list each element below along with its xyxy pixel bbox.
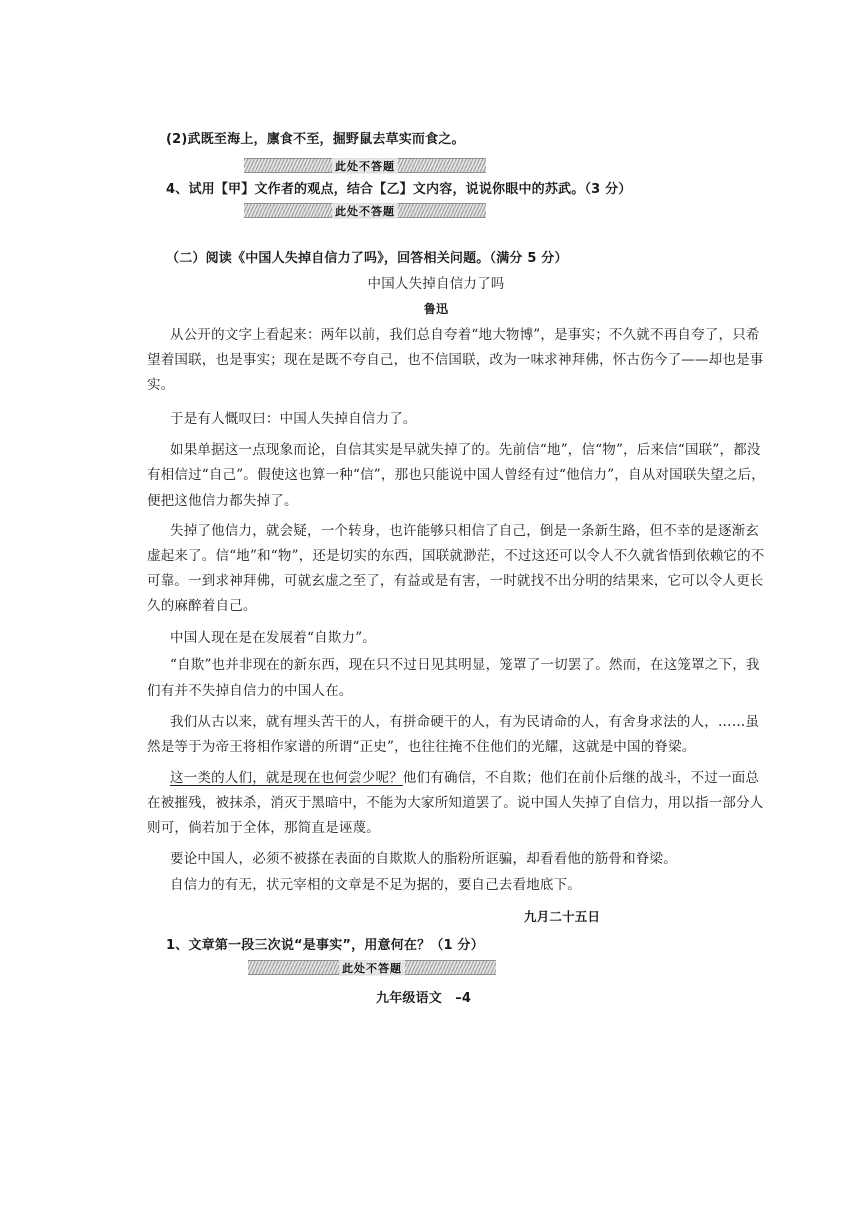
article-paragraph-line: 如果单据这一点现象而论，自信其实是早就失掉了的。先前信“地”，信“物”，后来信“国联”，都没 bbox=[170, 442, 761, 458]
article-paragraph-line: 可靠。一到求神拜佛，可就玄虚之至了，有益或是有害，一时就找不出分明的结果来，它可以令人更长 bbox=[147, 573, 764, 589]
question-1: 1、文章第一段三次说“是事实”，用意何在？（1 分） bbox=[166, 938, 484, 953]
article-paragraph-line: 中国人现在是在发展着“自欺力”。 bbox=[170, 630, 377, 646]
article-paragraph-line bbox=[170, 769, 759, 787]
question-4: 4、试用【甲】文作者的观点，结合【乙】文内容，说说你眼中的苏武。（3 分） bbox=[166, 182, 632, 197]
page-footer: 九年级语文 –4 bbox=[376, 991, 472, 1006]
article-author: 鲁迅 bbox=[423, 302, 449, 316]
article-paragraph-line: 失掉了他信力，就会疑，一个转身，也许能够只相信了自己，倒是一条新生路，但不幸的是逐渐玄 bbox=[170, 523, 760, 539]
article-paragraph-line: 们有并不失掉自信力的中国人在。 bbox=[147, 683, 353, 699]
sentence-continuation: 他们有确信，不自欺；他们在前仆后继的战斗，不过一面总 bbox=[402, 770, 760, 786]
article-paragraph-line: 望着国联，也是事实；现在是既不夸自己，也不信国联，改为一味求神拜佛，怀古伤今了——却也是事 bbox=[147, 352, 764, 368]
article-paragraph-line: 我们从古以来，就有埋头苦干的人，有拼命硬干的人，有为民请命的人，有舍身求法的人，……虽 bbox=[170, 714, 760, 730]
article-paragraph-line: 在被摧残，被抹杀，消灭于黑暗中，不能为大家所知道罢了。说中国人失掉了自信力，用以指一部分人 bbox=[147, 795, 764, 811]
article-paragraph-line: 则可，倘若加于全体，那简直是诬蔑。 bbox=[147, 820, 380, 836]
article-paragraph-line: 久的麻醉着自己。 bbox=[147, 598, 257, 614]
article-paragraph-line: 实。 bbox=[147, 377, 175, 393]
article-paragraph-line: 于是有人慨叹曰：中国人失掉自信力了。 bbox=[170, 411, 417, 427]
no-answer-stamp: 此处不答题 bbox=[248, 960, 496, 975]
article-paragraph-line: 虚起来了。信“地”和“物”，还是切实的东西，国联就渺茫，不过这还可以令人不久就省悟到依赖它的不 bbox=[147, 548, 765, 564]
section-2-instruction: （二）阅读《中国人失掉自信力了吗》，回答相关问题。（满分 5 分） bbox=[166, 251, 568, 266]
article-paragraph-line: 从公开的文字上看起来：两年以前，我们总自夸着“地大物博”，是事实；不久就不再自夸了，只希 bbox=[170, 327, 760, 343]
article-paragraph-line: 便把这他信力都失掉了。 bbox=[147, 493, 298, 509]
underlined-sentence: 这一类的人们，就是现在也何尝少呢？ bbox=[170, 770, 403, 786]
question-2-sentence: (2)武既至海上，廪食不至，掘野鼠去草实而食之。 bbox=[166, 132, 465, 147]
article-paragraph-line: 要论中国人，必须不被搽在表面的自欺欺人的脂粉所诓骗，却看看他的筋骨和脊梁。 bbox=[170, 851, 677, 867]
article-date: 九月二十五日 bbox=[524, 909, 601, 924]
article-paragraph-line: “自欺”也并非现在的新东西，现在只不过日见其明显，笼罩了一切罢了。然而，在这笼罩之下，我 bbox=[170, 657, 760, 673]
no-answer-stamp: 此处不答题 bbox=[244, 158, 486, 173]
article-paragraph-line: 然是等于为帝王将相作家谱的所谓“正史”，也往往掩不住他们的光耀，这就是中国的脊梁。 bbox=[147, 739, 696, 755]
article-title: 中国人失掉自信力了吗 bbox=[367, 276, 505, 292]
article-paragraph-line: 自信力的有无，状元宰相的文章是不足为据的，要自己去看地底下。 bbox=[170, 877, 581, 893]
article-paragraph-line: 有相信过“自己”。假使这也算一种“信”，那也只能说中国人曾经有过“他信力”，自从对国联失望之后， bbox=[147, 467, 766, 483]
no-answer-stamp: 此处不答题 bbox=[244, 203, 486, 218]
